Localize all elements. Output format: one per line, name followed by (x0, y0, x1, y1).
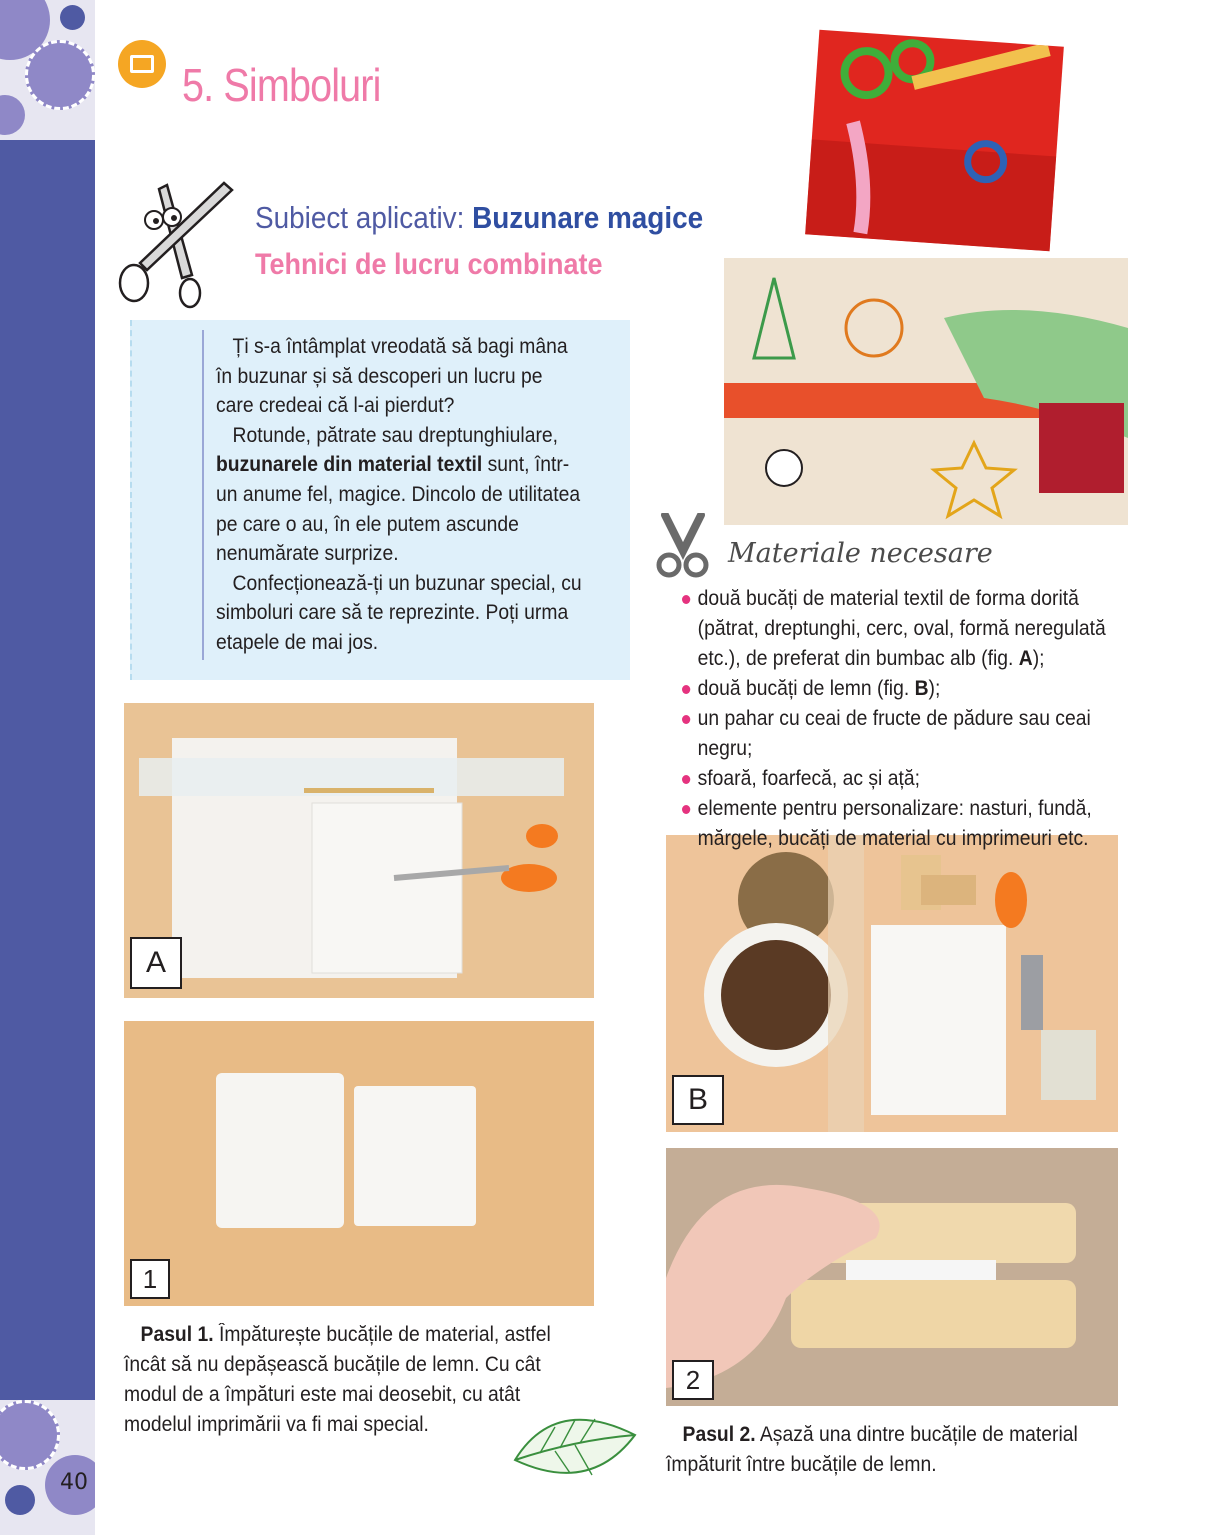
item-text-end: ); (928, 677, 941, 700)
materials-title: Materiale necesare (728, 538, 993, 569)
step-1-label: 1 (130, 1259, 170, 1299)
list-item (682, 674, 1142, 704)
intro-p2-start: Rotunde, pătrate sau dreptunghiulare, (232, 423, 559, 447)
figure-a-label: A (130, 937, 182, 989)
photo-red-pocket-scissors (805, 30, 1064, 252)
step-1-title: Pasul 1. (140, 1323, 214, 1346)
photo-step-1 (124, 1021, 594, 1306)
intro-paragraph-3: Confecționează-ți un buzunar special, cu simboluri care să te reprezinte. Poți urma etapele de mai jos. (216, 571, 582, 654)
photo-embroidered-pockets (724, 258, 1128, 525)
item-text: un pahar cu ceai de fructe de pădure sau ceai negru; (697, 707, 1091, 760)
step-2-text (666, 1420, 1098, 1480)
page-number: 40 (60, 1470, 88, 1495)
list-item (682, 764, 1142, 794)
subject-name: Buzunare magice (472, 200, 704, 235)
item-text: două bucăți de material textil de forma dorită (pătrat, dreptunghi, cerc, oval, formă neregulată etc.), de preferat din bumbac alb (fig. (697, 587, 1106, 670)
technique-heading: Tehnici de lucru combinate (255, 248, 603, 281)
leaf-icon (510, 1405, 640, 1483)
photo-figure-b (666, 835, 1118, 1132)
step-1-text (124, 1320, 566, 1440)
step-2-body: Așază una dintre bucățile de material împăturit între bucățile de lemn. (666, 1423, 1078, 1476)
step-2-label: 2 (672, 1360, 714, 1400)
intro-p2-end: sunt, într-un anume fel, magice. Dincolo de utilitatea pe care o au, în ele putem ascunde nenumărate surprize. (216, 453, 581, 566)
intro-p2-bold: buzunarele din material textil (216, 453, 483, 477)
item-text: sfoară, foarfecă, ac și ață; (697, 767, 920, 790)
intro-text (216, 332, 584, 658)
subject-prefix: Subiect aplicativ: (255, 200, 473, 235)
item-bold: A (1018, 647, 1033, 670)
item-bold: B (914, 677, 929, 700)
computer-icon (118, 40, 166, 88)
photo-step-2 (666, 1148, 1118, 1406)
materials-list (682, 584, 1142, 854)
list-item (682, 704, 1142, 764)
list-item (682, 794, 1142, 854)
intro-paragraph-2 (216, 421, 584, 569)
list-item (682, 584, 1142, 674)
item-text: elemente pentru personalizare: nasturi, fundă, mărgele, bucăți de material cu imprimeuri etc. (697, 797, 1092, 850)
figure-b-label: B (672, 1075, 724, 1125)
side-band (0, 140, 95, 1400)
subject-heading (255, 200, 703, 236)
decorative-pattern-top (0, 0, 95, 140)
step-2-title: Pasul 2. (682, 1423, 756, 1446)
step-1-body: Împăturește bucățile de material, astfel încât să nu depășească bucățile de lemn. Cu cât modul de a împături este mai deosebit, cu atât modelul imprimării va fi mai special. (124, 1323, 551, 1436)
scissors-icon (655, 513, 710, 578)
item-text: două bucăți de lemn (fig. (697, 677, 915, 700)
decorative-pattern-bottom (0, 1400, 95, 1535)
intro-paragraph-1: Ți s-a întâmplat vreodată să bagi mâna în buzunar și să descoperi un lucru pe care credeai că l-ai pierdut? (216, 335, 568, 418)
scissors-illustration-icon (112, 165, 252, 310)
photo-figure-a (124, 703, 594, 998)
item-text-end: ); (1032, 647, 1045, 670)
chapter-title: 5. Simboluri (182, 59, 381, 111)
